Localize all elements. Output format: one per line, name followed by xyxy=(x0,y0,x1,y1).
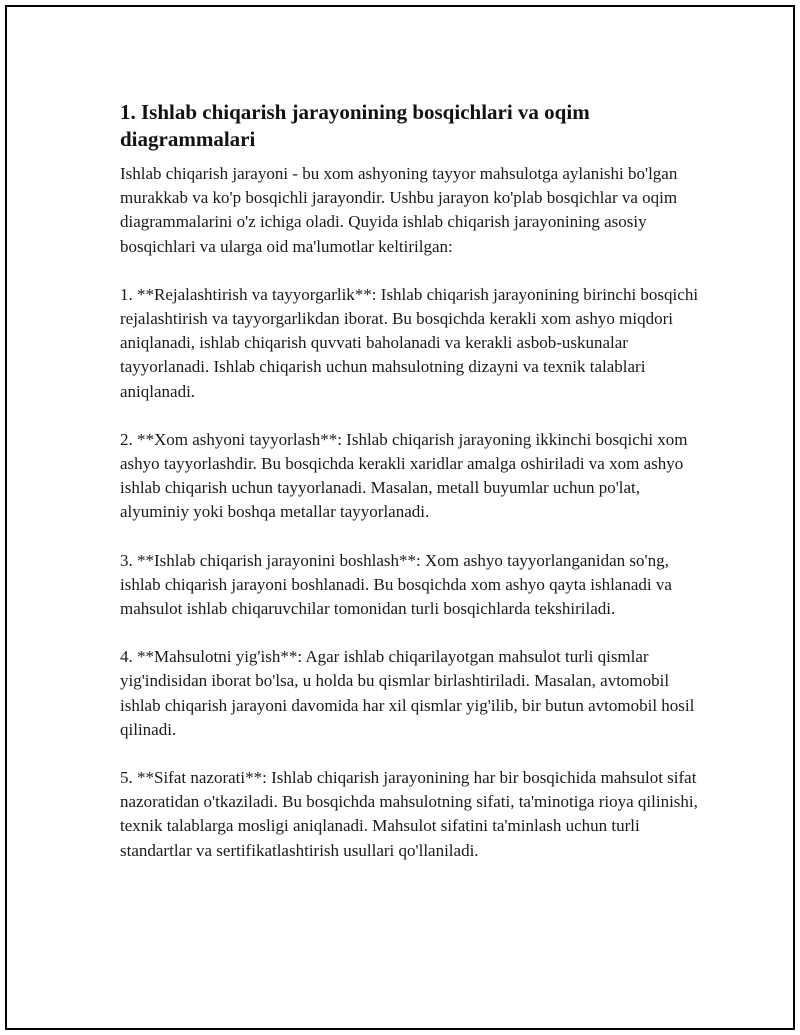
step-paragraph-5: 5. **Sifat nazorati**: Ishlab chiqarish jarayonining har bir bosqichida mahsulot sifat nazoratidan o'tkaziladi. Bu bosqichda mahsulotning sifati, ta'minotiga rioya qilinishi, texnik talablarga mosligi aniqlanadi. Mahsulot sifatini ta'minlash uchun turli standartlar va sertifikatlashtirish usullari qo'llaniladi. xyxy=(120,768,698,860)
step-paragraph-1: 1. **Rejalashtirish va tayyorgarlik**: Ishlab chiqarish jarayonining birinchi bosqichi rejalashtirish va tayyorgarlikdan iborat. Bu bosqichda kerakli xom ashyo miqdori aniqlanadi, ishlab chiqarish quvvati baholanadi va kerakli asbob-uskunalar tayyorlanadi. Ishlab chiqarish uchun mahsulotning dizayni va texnik talablari aniqlanadi. xyxy=(120,284,699,401)
step-paragraph-4: 4. **Mahsulotni yig'ish**: Agar ishlab chiqarilayotgan mahsulot turli qismlar yig'indisidan iborat bo'lsa, u holda bu qismlar birlashtiriladi. Masalan, avtomobil ishlab chiqarish jarayoni davomida har xil qismlar yig'ilib, bir butun avtomobil hosil qilinadi. xyxy=(120,647,695,739)
step-paragraph-2: 2. **Xom ashyoni tayyorlash**: Ishlab chiqarish jarayoning ikkinchi bosqichi xom ashyo tayyorlashdir. Bu bosqichda kerakli xaridlar amalga oshiriladi va xom ashyo ishlab chiqarish uchun tayyorlanadi. Masalan, metall buyumlar uchun po'lat, alyuminiy yoki boshqa metallar tayyorlanadi. xyxy=(120,429,688,522)
step-paragraph-3: 3. **Ishlab chiqarish jarayonini boshlash**: Xom ashyo tayyorlanganidan so'ng, ishlab chiqarish jarayoni boshlanadi. Bu bosqichda xom ashyo qayta ishlanadi va mahsulot ishlab chiqaruvchilar tomonidan turli bosqichlarda tekshiriladi. xyxy=(120,550,672,619)
intro-paragraph: Ishlab chiqarish jarayoni - bu xom ashyoning tayyor mahsulotga aylanishi bo'lgan murakkab va ko'p bosqichli jarayondir. Ushbu jarayon ko'plab bosqichlar va oqim diagrammalarini o'z ichiga oladi. Quyida ishlab chiqarish jarayonining asosiy bosqichlari va ularga oid ma'lumotlar keltirilgan: xyxy=(120,164,678,256)
document-body xyxy=(120,99,700,863)
page-title: 1. Ishlab chiqarish jarayonining bosqichlari va oqim diagrammalari xyxy=(120,100,590,151)
page-frame xyxy=(5,5,795,1030)
